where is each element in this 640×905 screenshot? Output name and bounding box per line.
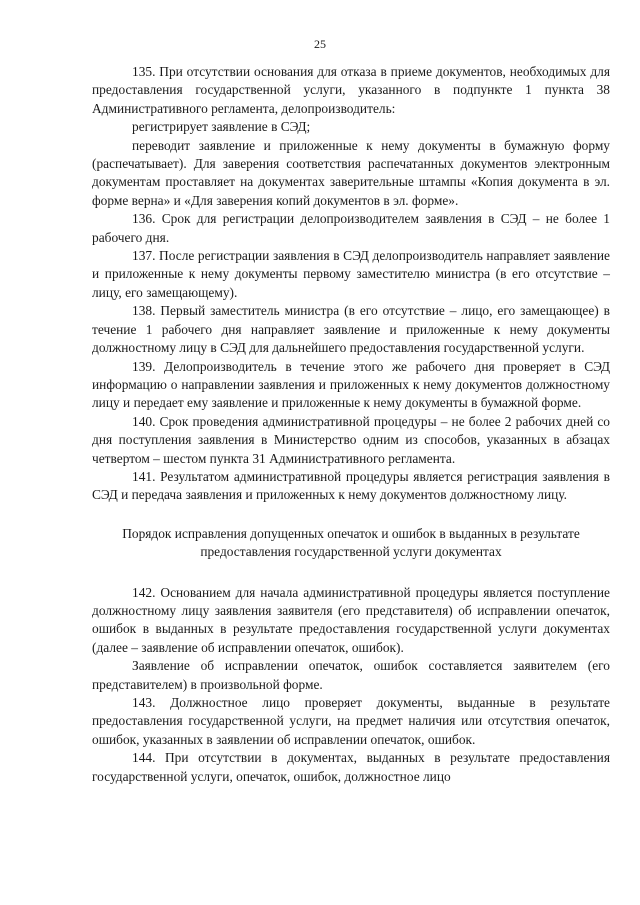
- paragraph-141: 141. Результатом административной процедуры является регистрация заявления в СЭД и передача заявления и приложенных к нему документов должностному лицу.: [92, 468, 610, 503]
- paragraph-142: 142. Основанием для начала административной процедуры является поступление должностному лицу заявления заявителя (его представителя) об исправлении опечаток, ошибок в выданных в результате предоставления государственной услуги документах (далее – заявление об исправлении опечаток, ошибок).: [92, 584, 610, 655]
- paragraph-138: 138. Первый заместитель министра (в его отсутствие – лицо, его замещающее) в течение 1 рабочего дня направляет заявление и приложенные к нему документы должностному лицу в СЭД для дальнейшего предоставления государственной услуги.: [92, 303, 610, 356]
- page-number: 25: [314, 37, 326, 51]
- paragraph-139: 139. Делопроизводитель в течение этого же рабочего дня проверяет в СЭД информацию о направлении заявления и приложенных к нему документов должностному лицу и передает ему заявление и приложенные к нему документы в бумажной форме.: [92, 358, 610, 411]
- section-heading: Порядок исправления допущенных опечаток и ошибок в выданных в результате предоставления государственной услуги документах: [122, 525, 580, 560]
- paragraph-143: 143. Должностное лицо проверяет документы, выданные в результате предоставления государственной услуги, на предмет наличия или отсутствия опечаток, ошибок, указанных в заявлении об исправлении опечаток, ошибок.: [92, 695, 610, 747]
- paragraph-135: 135. При отсутствии основания для отказа в приеме документов, необходимых для предоставления государственной услуги, указанного в подпункте 1 пункта 38 Административного регламента, делопроизводитель:: [92, 64, 610, 116]
- paragraph-142-note: Заявление об исправлении опечаток, ошибок составляется заявителем (его представителем) в произвольной форме.: [92, 658, 610, 692]
- paragraph-136: 136. Срок для регистрации делопроизводителем заявления в СЭД – не более 1 рабочего дня.: [92, 211, 610, 245]
- paragraph-140: 140. Срок проведения административной процедуры – не более 2 рабочих дней со дня поступления заявления в Министерство одним из способов, указанных в абзацах четвертом – шестом пункта 31 Административного регламента.: [92, 413, 610, 466]
- heading-spacer: [92, 562, 610, 584]
- paragraph-135-item-2: переводит заявление и приложенные к нему документы в бумажную форму (распечатывает). Для заверения соответствия распечатанных документов электронным документам проставляет на документах заверительные штампы «Копия документа в эл. форме верна» и «Для заверения копий документов в эл. форме».: [92, 137, 610, 208]
- paragraph-135-item-1: регистрирует заявление в СЭД;: [132, 119, 311, 135]
- paragraph-144: 144. При отсутствии в документах, выданных в результате предоставления государственной услуги, опечаток, ошибок, должностное лицо: [92, 750, 610, 784]
- document-body: [92, 63, 610, 786]
- paragraph-137: 137. После регистрации заявления в СЭД делопроизводитель направляет заявление и приложенные к нему документы первому заместителю министра (в его отсутствие – лицу, его замещающему).: [92, 248, 610, 300]
